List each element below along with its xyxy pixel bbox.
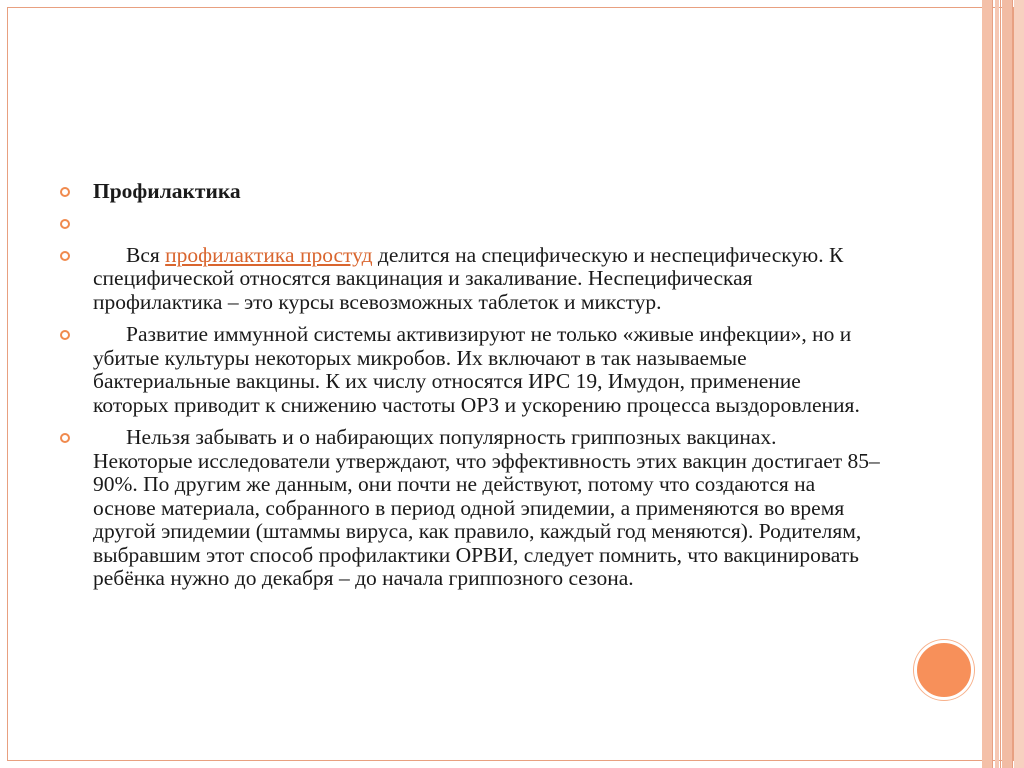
decorative-stripe (995, 0, 999, 768)
paragraph-3-text: Нельзя забывать и о набирающих популярность гриппозных вакцинах. Некоторые исследователи утверждают, что эффективность этих вакцин достигает 85–90%. По другим же данным, они почти не действуют, потому что создаются на основе материала, собранного в период одной эпидемии, а применяются во время другой эпидемии (штаммы вируса, как правило, каждый год меняются). Родителям, выбравшим этот способ профилактики ОРВИ, следует помнить, что вакцинировать ребёнка нужно до декабря – до начала гриппозного сезона. (93, 425, 880, 590)
decorative-stripe-line (992, 0, 993, 768)
bullet-item-paragraph-1 (60, 244, 880, 315)
decorative-stripe (1014, 0, 1024, 768)
circle-bullet-icon (60, 330, 70, 340)
decorative-stripe-line (1000, 0, 1001, 768)
bullet-item-paragraph-2 (60, 323, 880, 417)
slide-body (60, 180, 880, 591)
orange-circle-ornament (914, 640, 974, 700)
bullet-item-heading (60, 180, 880, 204)
slide-heading: Профилактика (93, 179, 241, 203)
bullet-item-empty (60, 212, 880, 235)
decorative-stripe (1002, 0, 1012, 768)
circle-bullet-icon (60, 187, 70, 197)
decorative-stripe-line (1012, 0, 1013, 768)
decorative-stripe (982, 0, 992, 768)
circle-bullet-icon (60, 433, 70, 443)
bullet-item-paragraph-3 (60, 426, 880, 591)
prevention-link[interactable]: профилактика простуд (165, 242, 373, 267)
paragraph-2-text: Развитие иммунной системы активизируют не только «живые инфекции», но и убитые культуры некоторых микробов. Их включают в так называемые бактериальные вакцины. К их числу относятся ИРС 19, Имудон, применение которых приводит к снижению частоты ОРЗ и ускорению процесса выздоровления. (93, 322, 860, 417)
paragraph-1-suffix: делится на специфическую и неспецифическую. К специфической относятся вакцинация и закаливание. Неспецифическая профилактика – это курсы всевозможных таблеток и микстур. (93, 242, 844, 314)
paragraph-1-prefix: Вся (126, 242, 166, 267)
circle-bullet-icon (60, 251, 70, 261)
circle-bullet-icon (60, 219, 70, 229)
